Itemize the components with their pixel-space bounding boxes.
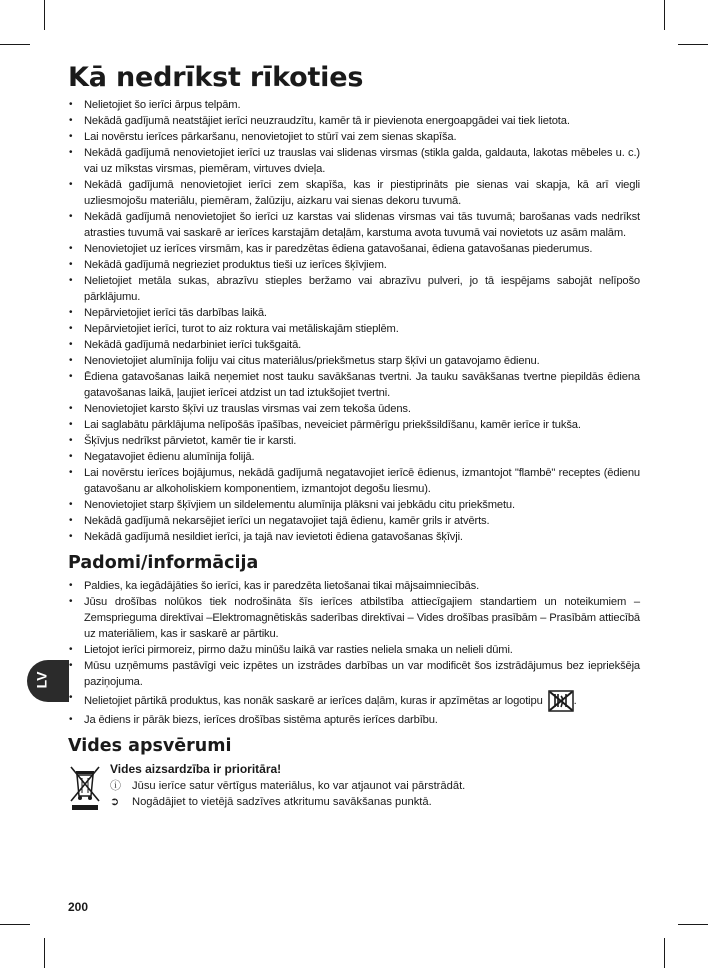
environment-line-text: Jūsu ierīce satur vērtīgus materiālus, ko var atjaunot vai pārstrādāt.	[132, 780, 466, 792]
list-item: • Nenovietojiet karsto šķīvi uz trauslas virsmas vai zem tekoša ūdens.	[68, 401, 640, 417]
restrictions-list	[68, 97, 640, 545]
list-item: • Nekādā gadījumā nenovietojiet šo ierīci uz karstas vai slidenas virsmas vai tās tuvumā; barošanas vads nedrīkst atrasties tuvumā vai saskarē ar ierīces karstajām detaļām, karstuma avota tuvumā vai novietots uz asām malām.	[68, 209, 640, 241]
list-item: • Nepārvietojiet ierīci tās darbības laikā.	[68, 305, 640, 321]
list-item: • Nelietojiet pārtikā produktus, kas nonāk saskarē ar ierīces daļām, kuras ir apzīmētas ar logotipu .	[68, 690, 640, 712]
page-title: Kā nedrīkst rīkoties	[68, 62, 364, 93]
list-item: • Nekādā gadījumā nenovietojiet ierīci uz trauslas vai slidenas virsmas (stikla galda, galdauta, lakotas mēbeles u. c.) vai uz mīkstas virsmas, piemēram, virtuves dvieļa.	[68, 145, 640, 177]
list-item: • Mūsu uzņēmums pastāvīgi veic izpētes un izstrādes darbības un var modificēt šos izstrādājumus bez iepriekšēja paziņojuma.	[68, 658, 640, 690]
list-item: • Nenovietojiet alumīnija foliju vai citus materiālus/priekšmetus starp šķīvi un gatavojamo ēdienu.	[68, 353, 640, 369]
crop-mark	[678, 924, 708, 925]
environment-subtitle: Vides aizsardzība ir prioritāra!	[110, 762, 282, 776]
language-tab	[27, 660, 69, 702]
crop-mark	[0, 924, 30, 925]
list-item: • Nekādā gadījumā negrieziet produktus tieši uz ierīces šķīvjiem.	[68, 257, 640, 273]
list-item: • Nepārvietojiet ierīci, turot to aiz roktura vai metāliskajām stieplēm.	[68, 321, 640, 337]
language-code: LV	[33, 671, 50, 689]
environment-text	[110, 761, 630, 810]
list-item: • Lai saglabātu pārklājuma nelīpošās īpašības, neveiciet pārmērīgu priekšsildīšanu, kamēr ierīce ir tukša.	[68, 417, 640, 433]
list-item: • Nenovietojiet starp šķīvjiem un sildelementu alumīnija plāksni vai jebkādu citu priekšmetu.	[68, 497, 640, 513]
crop-mark	[44, 0, 45, 30]
list-item: • Lietojot ierīci pirmoreiz, pirmo dažu minūšu laikā var rasties neliela smaka un nelieli dūmi.	[68, 642, 640, 658]
list-item: • Nekādā gadījumā nesildiet ierīci, ja tajā nav ievietoti ēdiena gatavošanas šķīvji.	[68, 529, 640, 545]
arrow-icon: ➲	[110, 796, 120, 808]
page-number: 200	[68, 900, 89, 914]
crop-mark	[664, 938, 665, 968]
list-item: • Negatavojiet ēdienu alumīnija folijā.	[68, 449, 640, 465]
tips-heading: Padomi/informācija	[68, 553, 259, 573]
list-item: • Nekādā gadījumā nekarsējiet ierīci un negatavojiet tajā ēdienu, kamēr grils ir atvērts.	[68, 513, 640, 529]
page-content	[68, 62, 640, 821]
crop-mark	[678, 44, 708, 45]
crop-mark	[44, 938, 45, 968]
environment-heading: Vides apsvērumi	[68, 736, 232, 756]
list-item: • Ja ēdiens ir pārāk biezs, ierīces drošības sistēma apturēs ierīces darbību.	[68, 712, 640, 728]
not-food-safe-icon	[548, 690, 574, 712]
environment-section	[68, 761, 640, 821]
list-item: • Nelietojiet metāla sukas, abrazīvu stieples beržamo vai abrazīvu pulveri, jo tā iespējams sabojāt nelīpošo pārklājumu.	[68, 273, 640, 305]
tips-list	[68, 578, 640, 728]
environment-line-text: Nogādājiet to vietējā sadzīves atkritumu savākšanas punktā.	[132, 796, 432, 808]
list-item: • Ēdiena gatavošanas laikā neņemiet nost tauku savākšanas tvertni. Ja tauku savākšanas tvertne piepildās ēdiena gatavošanas laikā, ļaujiet ierīcei atdzist un tad iztukšojiet tvertni.	[68, 369, 640, 401]
list-item: • Lai novērstu ierīces bojājumus, nekādā gadījumā negatavojiet ierīcē ēdienus, izmantojot "flambē" receptes (ēdienu gatavošanu ar alkoholiskiem komponentiem, izmantojot degošu liesmu).	[68, 465, 640, 497]
environment-line	[110, 778, 630, 794]
list-item: • Jūsu drošības nolūkos tiek nodrošināta šīs ierīces atbilstība attiecīgajiem standartiem un noteikumiem – Zemsprieguma direktīvai –Elektromagnētiskās saderības direktīvai – Vides drošības prasībām – Prasībām attiecībā uz materiāliem, kas ir saskarē ar pārtiku.	[68, 594, 640, 642]
list-item: • Nenovietojiet uz ierīces virsmām, kas ir paredzētas ēdiena gatavošanai, ēdiena gatavošanas piederumus.	[68, 241, 640, 257]
list-item: • Nekādā gadījumā neatstājiet ierīci neuzraudzītu, kamēr tā ir pievienota energoapgādei vai tiek lietota.	[68, 113, 640, 129]
crop-mark	[0, 44, 30, 45]
list-item: • Šķīvjus nedrīkst pārvietot, kamēr tie ir karsti.	[68, 433, 640, 449]
crop-mark	[664, 0, 665, 30]
list-item: • Nekādā gadījumā nenovietojiet ierīci zem skapīša, kas ir piestiprināts pie sienas vai skapja, kā arī viegli uzliesmojošu materiālu, piemēram, žalūziju, aizkaru vai sienas dekoru tuvumā.	[68, 177, 640, 209]
info-icon: ⓘ	[110, 780, 121, 792]
list-item: • Lai novērstu ierīces pārkaršanu, nenovietojiet to stūrī vai zem sienas skapīša.	[68, 129, 640, 145]
crossed-bin-icon	[68, 763, 102, 811]
environment-line	[110, 794, 630, 810]
list-item: • Nelietojiet šo ierīci ārpus telpām.	[68, 97, 640, 113]
list-item: • Paldies, ka iegādājāties šo ierīci, kas ir paredzēta lietošanai tikai mājsaimniecībās.	[68, 578, 640, 594]
list-item: • Nekādā gadījumā nedarbiniet ierīci tukšgaitā.	[68, 337, 640, 353]
logo-item-text: Nelietojiet pārtikā produktus, kas nonāk saskarē ar ierīces daļām, kuras ir apzīmētas ar logotipu	[84, 694, 543, 707]
